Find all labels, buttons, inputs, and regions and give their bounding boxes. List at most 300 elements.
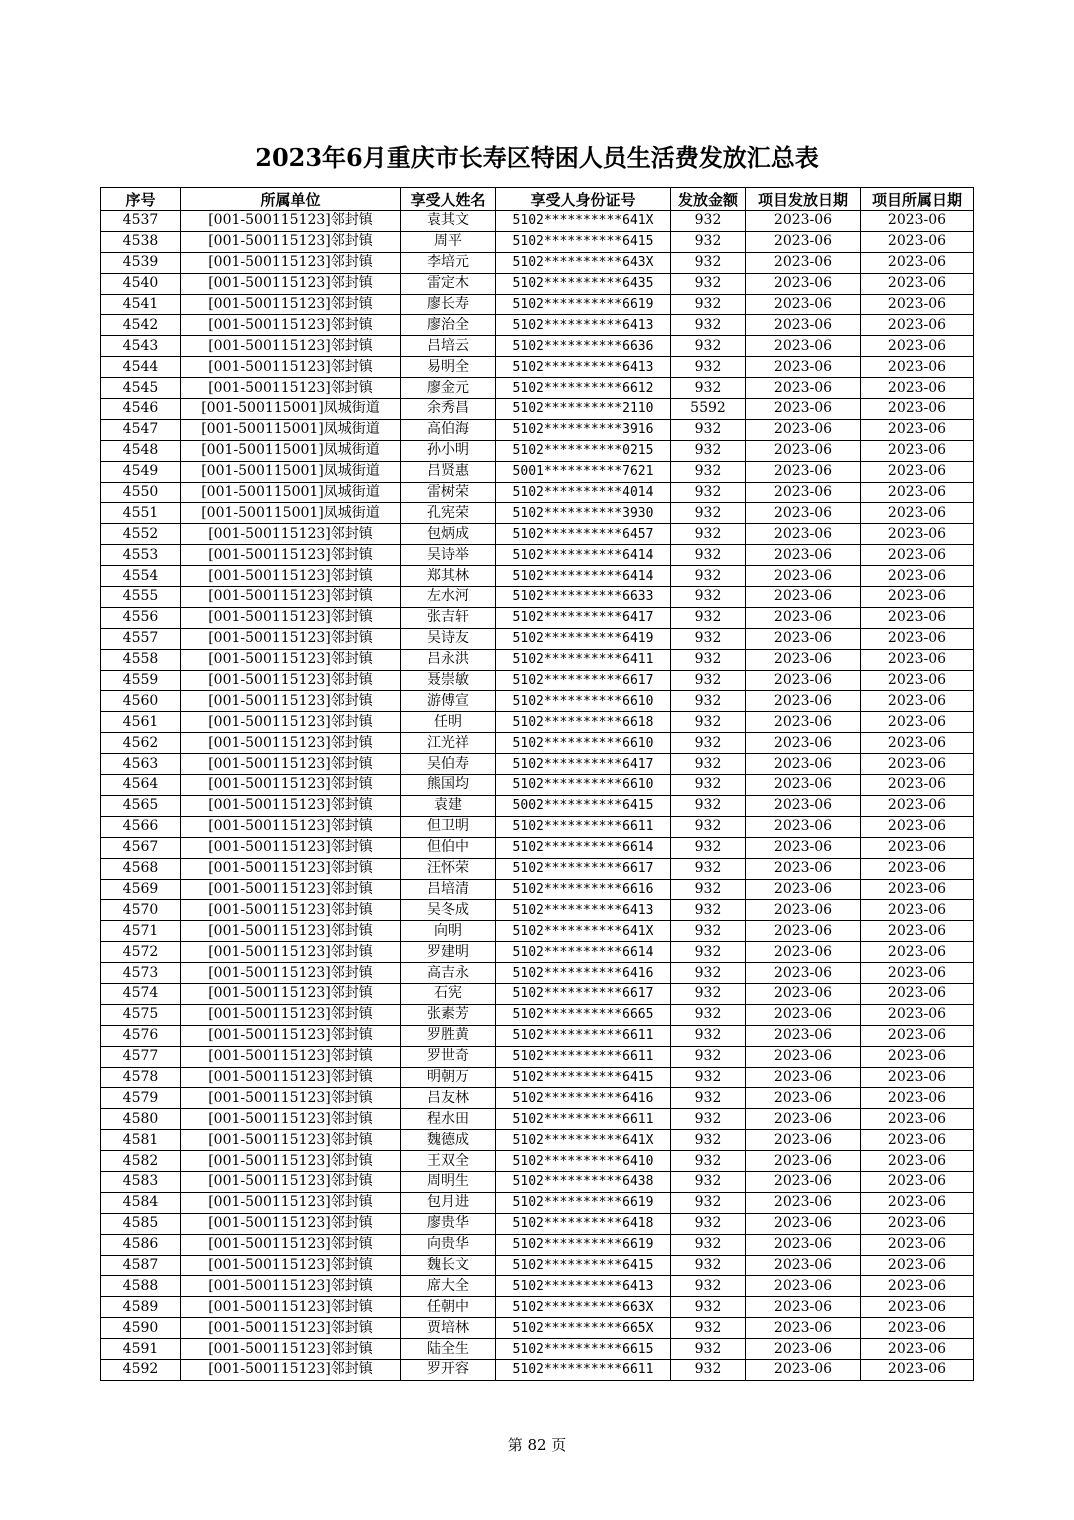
cell-amount: 932 <box>671 1151 746 1172</box>
cell-unit: [001-500115123]邻封镇 <box>181 628 401 649</box>
cell-name: 廖治全 <box>401 315 496 336</box>
table-row <box>101 336 974 357</box>
table-row <box>101 566 974 587</box>
cell-name: 廖长寿 <box>401 294 496 315</box>
cell-issue-date: 2023-06 <box>746 795 861 816</box>
column-header-name: 享受人姓名 <box>401 188 496 211</box>
cell-id-number: 5102**********6617 <box>496 670 671 691</box>
cell-id-number: 5102**********3916 <box>496 419 671 440</box>
cell-period: 2023-06 <box>861 795 974 816</box>
cell-period: 2023-06 <box>861 1297 974 1318</box>
cell-period: 2023-06 <box>861 921 974 942</box>
cell-issue-date: 2023-06 <box>746 440 861 461</box>
cell-amount: 932 <box>671 315 746 336</box>
table-row <box>101 733 974 754</box>
cell-period: 2023-06 <box>861 983 974 1004</box>
cell-id-number: 5102**********6415 <box>496 231 671 252</box>
cell-period: 2023-06 <box>861 1213 974 1234</box>
cell-amount: 932 <box>671 1067 746 1088</box>
table-row <box>101 837 974 858</box>
cell-issue-date: 2023-06 <box>746 733 861 754</box>
table-row <box>101 1339 974 1360</box>
cell-index: 4568 <box>101 858 181 879</box>
cell-index: 4579 <box>101 1088 181 1109</box>
cell-unit: [001-500115123]邻封镇 <box>181 1025 401 1046</box>
cell-amount: 932 <box>671 754 746 775</box>
cell-unit: [001-500115123]邻封镇 <box>181 983 401 1004</box>
cell-index: 4583 <box>101 1171 181 1192</box>
cell-amount: 932 <box>671 273 746 294</box>
cell-index: 4566 <box>101 816 181 837</box>
table-row <box>101 691 974 712</box>
cell-name: 罗建明 <box>401 942 496 963</box>
cell-unit: [001-500115123]邻封镇 <box>181 273 401 294</box>
cell-period: 2023-06 <box>861 858 974 879</box>
cell-id-number: 5102**********6413 <box>496 315 671 336</box>
cell-unit: [001-500115123]邻封镇 <box>181 1046 401 1067</box>
cell-issue-date: 2023-06 <box>746 1025 861 1046</box>
cell-period: 2023-06 <box>861 1339 974 1360</box>
cell-amount: 932 <box>671 1004 746 1025</box>
cell-amount: 932 <box>671 733 746 754</box>
cell-amount: 932 <box>671 587 746 608</box>
cell-unit: [001-500115123]邻封镇 <box>181 1130 401 1151</box>
table-row <box>101 1004 974 1025</box>
cell-unit: [001-500115123]邻封镇 <box>181 1109 401 1130</box>
cell-index: 4586 <box>101 1234 181 1255</box>
cell-id-number: 5102**********641X <box>496 1130 671 1151</box>
table-row <box>101 963 974 984</box>
table-row <box>101 607 974 628</box>
cell-name: 吴冬成 <box>401 900 496 921</box>
cell-period: 2023-06 <box>861 273 974 294</box>
cell-issue-date: 2023-06 <box>746 712 861 733</box>
cell-amount: 932 <box>671 419 746 440</box>
cell-amount: 932 <box>671 1109 746 1130</box>
table-row <box>101 503 974 524</box>
table-row <box>101 252 974 273</box>
table-row <box>101 879 974 900</box>
cell-issue-date: 2023-06 <box>746 1339 861 1360</box>
cell-index: 4580 <box>101 1109 181 1130</box>
column-header-id-number: 享受人身份证号 <box>496 188 671 211</box>
cell-unit: [001-500115123]邻封镇 <box>181 587 401 608</box>
cell-issue-date: 2023-06 <box>746 1213 861 1234</box>
cell-index: 4559 <box>101 670 181 691</box>
cell-name: 熊国均 <box>401 775 496 796</box>
cell-unit: [001-500115123]邻封镇 <box>181 1234 401 1255</box>
cell-id-number: 5102**********6419 <box>496 628 671 649</box>
cell-issue-date: 2023-06 <box>746 252 861 273</box>
cell-period: 2023-06 <box>861 1067 974 1088</box>
cell-issue-date: 2023-06 <box>746 1192 861 1213</box>
cell-id-number: 5102**********6413 <box>496 900 671 921</box>
cell-issue-date: 2023-06 <box>746 1109 861 1130</box>
cell-name: 郑其林 <box>401 566 496 587</box>
cell-name: 但卫明 <box>401 816 496 837</box>
cell-id-number: 5102**********6417 <box>496 754 671 775</box>
cell-issue-date: 2023-06 <box>746 983 861 1004</box>
summary-table <box>100 187 974 1381</box>
cell-index: 4590 <box>101 1318 181 1339</box>
table-row <box>101 1213 974 1234</box>
cell-unit: [001-500115123]邻封镇 <box>181 733 401 754</box>
cell-name: 吴伯寿 <box>401 754 496 775</box>
table-row <box>101 273 974 294</box>
cell-name: 向明 <box>401 921 496 942</box>
cell-period: 2023-06 <box>861 879 974 900</box>
cell-amount: 932 <box>671 649 746 670</box>
cell-index: 4538 <box>101 231 181 252</box>
cell-name: 吴诗友 <box>401 628 496 649</box>
cell-amount: 932 <box>671 503 746 524</box>
cell-index: 4567 <box>101 837 181 858</box>
table-row <box>101 900 974 921</box>
cell-unit: [001-500115001]凤城街道 <box>181 482 401 503</box>
cell-id-number: 5102**********643X <box>496 252 671 273</box>
cell-name: 包月进 <box>401 1192 496 1213</box>
cell-unit: [001-500115123]邻封镇 <box>181 795 401 816</box>
cell-index: 4581 <box>101 1130 181 1151</box>
cell-id-number: 5102**********0215 <box>496 440 671 461</box>
cell-period: 2023-06 <box>861 1109 974 1130</box>
cell-unit: [001-500115123]邻封镇 <box>181 545 401 566</box>
cell-name: 李培元 <box>401 252 496 273</box>
cell-issue-date: 2023-06 <box>746 294 861 315</box>
cell-index: 4587 <box>101 1255 181 1276</box>
cell-id-number: 5102**********6610 <box>496 775 671 796</box>
cell-period: 2023-06 <box>861 503 974 524</box>
cell-unit: [001-500115123]邻封镇 <box>181 858 401 879</box>
cell-amount: 932 <box>671 294 746 315</box>
table-row <box>101 1192 974 1213</box>
cell-name: 余秀昌 <box>401 399 496 420</box>
cell-unit: [001-500115123]邻封镇 <box>181 607 401 628</box>
cell-unit: [001-500115123]邻封镇 <box>181 231 401 252</box>
table-row <box>101 712 974 733</box>
cell-unit: [001-500115123]邻封镇 <box>181 1151 401 1172</box>
table-row <box>101 816 974 837</box>
cell-period: 2023-06 <box>861 1359 974 1380</box>
cell-amount: 932 <box>671 1297 746 1318</box>
cell-amount: 932 <box>671 211 746 232</box>
cell-unit: [001-500115123]邻封镇 <box>181 816 401 837</box>
cell-index: 4571 <box>101 921 181 942</box>
cell-name: 周平 <box>401 231 496 252</box>
cell-issue-date: 2023-06 <box>746 649 861 670</box>
table-row <box>101 231 974 252</box>
cell-unit: [001-500115123]邻封镇 <box>181 963 401 984</box>
cell-unit: [001-500115123]邻封镇 <box>181 1004 401 1025</box>
cell-name: 雷定木 <box>401 273 496 294</box>
table-row <box>101 1130 974 1151</box>
cell-period: 2023-06 <box>861 1151 974 1172</box>
cell-period: 2023-06 <box>861 649 974 670</box>
table-row <box>101 1171 974 1192</box>
cell-issue-date: 2023-06 <box>746 879 861 900</box>
cell-name: 罗开容 <box>401 1359 496 1380</box>
cell-name: 席大全 <box>401 1276 496 1297</box>
table-row <box>101 1088 974 1109</box>
cell-name: 孔宪荣 <box>401 503 496 524</box>
cell-unit: [001-500115001]凤城街道 <box>181 440 401 461</box>
cell-id-number: 5102**********6619 <box>496 1192 671 1213</box>
cell-amount: 932 <box>671 900 746 921</box>
cell-name: 袁其文 <box>401 211 496 232</box>
cell-issue-date: 2023-06 <box>746 545 861 566</box>
cell-amount: 932 <box>671 607 746 628</box>
cell-period: 2023-06 <box>861 524 974 545</box>
table-row <box>101 1297 974 1318</box>
cell-name: 张素芳 <box>401 1004 496 1025</box>
cell-index: 4589 <box>101 1297 181 1318</box>
cell-name: 吕友林 <box>401 1088 496 1109</box>
cell-index: 4548 <box>101 440 181 461</box>
cell-issue-date: 2023-06 <box>746 399 861 420</box>
cell-id-number: 5102**********6610 <box>496 733 671 754</box>
cell-id-number: 5102**********6611 <box>496 1109 671 1130</box>
cell-unit: [001-500115123]邻封镇 <box>181 1067 401 1088</box>
cell-issue-date: 2023-06 <box>746 1004 861 1025</box>
cell-id-number: 5102**********6617 <box>496 983 671 1004</box>
cell-issue-date: 2023-06 <box>746 482 861 503</box>
cell-unit: [001-500115123]邻封镇 <box>181 879 401 900</box>
cell-id-number: 5102**********6415 <box>496 1067 671 1088</box>
cell-id-number: 5102**********6619 <box>496 294 671 315</box>
table-row <box>101 754 974 775</box>
cell-unit: [001-500115123]邻封镇 <box>181 921 401 942</box>
cell-period: 2023-06 <box>861 1046 974 1067</box>
cell-id-number: 5102**********6418 <box>496 1213 671 1234</box>
cell-unit: [001-500115123]邻封镇 <box>181 336 401 357</box>
cell-index: 4569 <box>101 879 181 900</box>
cell-issue-date: 2023-06 <box>746 607 861 628</box>
cell-name: 魏长文 <box>401 1255 496 1276</box>
table-row <box>101 1318 974 1339</box>
cell-id-number: 5102**********6612 <box>496 378 671 399</box>
cell-unit: [001-500115123]邻封镇 <box>181 211 401 232</box>
cell-unit: [001-500115123]邻封镇 <box>181 294 401 315</box>
cell-period: 2023-06 <box>861 1004 974 1025</box>
cell-amount: 932 <box>671 252 746 273</box>
cell-name: 高伯海 <box>401 419 496 440</box>
cell-id-number: 5102**********6438 <box>496 1171 671 1192</box>
cell-period: 2023-06 <box>861 607 974 628</box>
cell-period: 2023-06 <box>861 963 974 984</box>
cell-name: 罗世奇 <box>401 1046 496 1067</box>
cell-id-number: 5102**********6618 <box>496 712 671 733</box>
cell-amount: 932 <box>671 1255 746 1276</box>
cell-period: 2023-06 <box>861 587 974 608</box>
cell-id-number: 5102**********6610 <box>496 691 671 712</box>
cell-unit: [001-500115123]邻封镇 <box>181 942 401 963</box>
cell-issue-date: 2023-06 <box>746 1255 861 1276</box>
cell-index: 4550 <box>101 482 181 503</box>
cell-amount: 932 <box>671 461 746 482</box>
cell-index: 4570 <box>101 900 181 921</box>
cell-issue-date: 2023-06 <box>746 1171 861 1192</box>
cell-unit: [001-500115123]邻封镇 <box>181 1171 401 1192</box>
cell-name: 罗胜黄 <box>401 1025 496 1046</box>
cell-period: 2023-06 <box>861 378 974 399</box>
cell-period: 2023-06 <box>861 628 974 649</box>
cell-issue-date: 2023-06 <box>746 231 861 252</box>
cell-issue-date: 2023-06 <box>746 858 861 879</box>
table-row <box>101 1255 974 1276</box>
cell-unit: [001-500115123]邻封镇 <box>181 566 401 587</box>
cell-period: 2023-06 <box>861 1088 974 1109</box>
cell-name: 王双全 <box>401 1151 496 1172</box>
cell-period: 2023-06 <box>861 1255 974 1276</box>
cell-issue-date: 2023-06 <box>746 357 861 378</box>
column-header-unit: 所属单位 <box>181 188 401 211</box>
cell-index: 4551 <box>101 503 181 524</box>
cell-id-number: 5102**********6636 <box>496 336 671 357</box>
cell-id-number: 5102**********6413 <box>496 1276 671 1297</box>
cell-index: 4557 <box>101 628 181 649</box>
table-row <box>101 1067 974 1088</box>
cell-amount: 932 <box>671 482 746 503</box>
table-row <box>101 211 974 232</box>
cell-issue-date: 2023-06 <box>746 900 861 921</box>
cell-index: 4564 <box>101 775 181 796</box>
cell-id-number: 5102**********6614 <box>496 942 671 963</box>
table-row <box>101 1109 974 1130</box>
cell-index: 4558 <box>101 649 181 670</box>
cell-name: 陆全生 <box>401 1339 496 1360</box>
cell-id-number: 5102**********6415 <box>496 1255 671 1276</box>
cell-amount: 932 <box>671 1192 746 1213</box>
table-header-row <box>101 188 974 211</box>
cell-name: 左水河 <box>401 587 496 608</box>
cell-amount: 932 <box>671 942 746 963</box>
cell-amount: 932 <box>671 1088 746 1109</box>
cell-issue-date: 2023-06 <box>746 921 861 942</box>
cell-issue-date: 2023-06 <box>746 1067 861 1088</box>
cell-id-number: 5102**********3930 <box>496 503 671 524</box>
table-row <box>101 482 974 503</box>
cell-name: 袁建 <box>401 795 496 816</box>
cell-index: 4584 <box>101 1192 181 1213</box>
cell-index: 4547 <box>101 419 181 440</box>
cell-unit: [001-500115123]邻封镇 <box>181 775 401 796</box>
cell-index: 4560 <box>101 691 181 712</box>
cell-index: 4541 <box>101 294 181 315</box>
cell-period: 2023-06 <box>861 754 974 775</box>
cell-unit: [001-500115001]凤城街道 <box>181 399 401 420</box>
cell-period: 2023-06 <box>861 1318 974 1339</box>
cell-id-number: 5102**********6665 <box>496 1004 671 1025</box>
cell-index: 4554 <box>101 566 181 587</box>
cell-index: 4578 <box>101 1067 181 1088</box>
cell-id-number: 5102**********663X <box>496 1297 671 1318</box>
cell-index: 4582 <box>101 1151 181 1172</box>
cell-amount: 932 <box>671 440 746 461</box>
cell-amount: 932 <box>671 775 746 796</box>
table-row <box>101 419 974 440</box>
cell-index: 4572 <box>101 942 181 963</box>
cell-amount: 932 <box>671 963 746 984</box>
cell-name: 周明生 <box>401 1171 496 1192</box>
cell-unit: [001-500115123]邻封镇 <box>181 649 401 670</box>
cell-name: 聂崇敏 <box>401 670 496 691</box>
cell-issue-date: 2023-06 <box>746 691 861 712</box>
cell-period: 2023-06 <box>861 231 974 252</box>
cell-name: 包炳成 <box>401 524 496 545</box>
cell-amount: 932 <box>671 1276 746 1297</box>
table-row <box>101 378 974 399</box>
cell-name: 明朝万 <box>401 1067 496 1088</box>
cell-period: 2023-06 <box>861 942 974 963</box>
cell-index: 4540 <box>101 273 181 294</box>
cell-unit: [001-500115123]邻封镇 <box>181 691 401 712</box>
cell-amount: 932 <box>671 1046 746 1067</box>
cell-unit: [001-500115123]邻封镇 <box>181 1255 401 1276</box>
cell-unit: [001-500115123]邻封镇 <box>181 670 401 691</box>
cell-period: 2023-06 <box>861 252 974 273</box>
table-row <box>101 1151 974 1172</box>
cell-issue-date: 2023-06 <box>746 942 861 963</box>
cell-id-number: 5102**********665X <box>496 1318 671 1339</box>
cell-period: 2023-06 <box>861 670 974 691</box>
table-row <box>101 921 974 942</box>
table-row <box>101 1359 974 1380</box>
cell-index: 4592 <box>101 1359 181 1380</box>
cell-id-number: 5102**********6611 <box>496 816 671 837</box>
cell-issue-date: 2023-06 <box>746 1234 861 1255</box>
cell-period: 2023-06 <box>861 357 974 378</box>
cell-amount: 932 <box>671 691 746 712</box>
cell-index: 4544 <box>101 357 181 378</box>
cell-period: 2023-06 <box>861 336 974 357</box>
cell-amount: 932 <box>671 921 746 942</box>
cell-id-number: 5102**********6616 <box>496 879 671 900</box>
cell-index: 4576 <box>101 1025 181 1046</box>
cell-issue-date: 2023-06 <box>746 1276 861 1297</box>
cell-issue-date: 2023-06 <box>746 524 861 545</box>
cell-issue-date: 2023-06 <box>746 211 861 232</box>
cell-index: 4588 <box>101 1276 181 1297</box>
cell-unit: [001-500115123]邻封镇 <box>181 1213 401 1234</box>
cell-period: 2023-06 <box>861 1234 974 1255</box>
cell-id-number: 5102**********6611 <box>496 1046 671 1067</box>
cell-unit: [001-500115123]邻封镇 <box>181 900 401 921</box>
cell-id-number: 5102**********6411 <box>496 649 671 670</box>
cell-id-number: 5102**********6633 <box>496 587 671 608</box>
cell-amount: 932 <box>671 983 746 1004</box>
column-header-issue-date: 项目发放日期 <box>746 188 861 211</box>
cell-period: 2023-06 <box>861 816 974 837</box>
cell-period: 2023-06 <box>861 691 974 712</box>
cell-unit: [001-500115123]邻封镇 <box>181 1192 401 1213</box>
cell-unit: [001-500115123]邻封镇 <box>181 754 401 775</box>
cell-issue-date: 2023-06 <box>746 1297 861 1318</box>
cell-issue-date: 2023-06 <box>746 1046 861 1067</box>
cell-name: 吴诗举 <box>401 545 496 566</box>
cell-id-number: 5102**********6617 <box>496 858 671 879</box>
cell-name: 江光祥 <box>401 733 496 754</box>
cell-amount: 932 <box>671 545 746 566</box>
cell-period: 2023-06 <box>861 440 974 461</box>
cell-name: 任朝中 <box>401 1297 496 1318</box>
cell-id-number: 5102**********641X <box>496 921 671 942</box>
cell-period: 2023-06 <box>861 566 974 587</box>
cell-issue-date: 2023-06 <box>746 1151 861 1172</box>
cell-name: 魏德成 <box>401 1130 496 1151</box>
cell-period: 2023-06 <box>861 419 974 440</box>
cell-unit: [001-500115123]邻封镇 <box>181 378 401 399</box>
cell-period: 2023-06 <box>861 837 974 858</box>
